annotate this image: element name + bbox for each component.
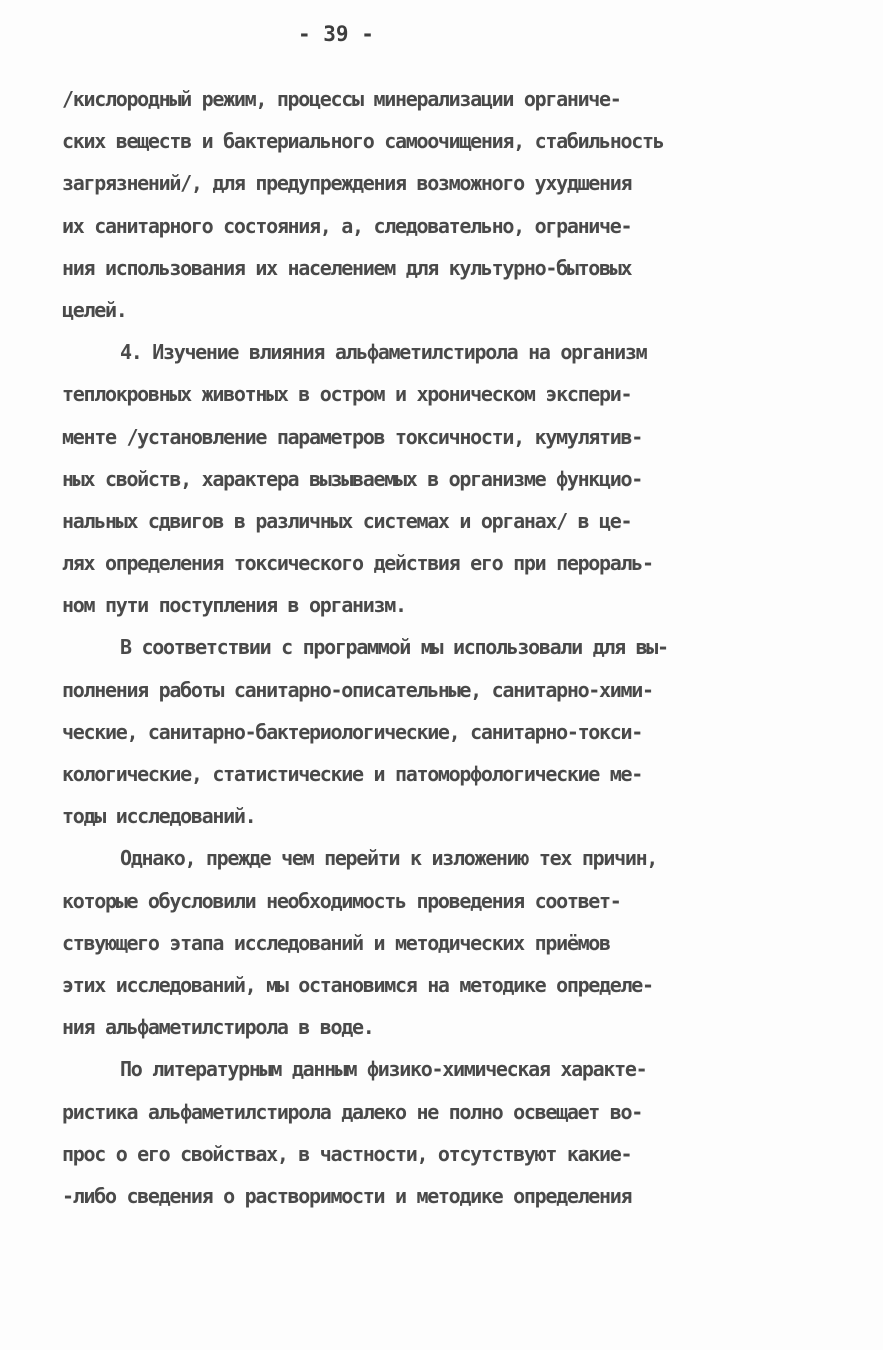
text-line: В соответствии с программой мы использовали для вы- <box>120 635 668 660</box>
text-line: По литературным данным физико-химическая характе- <box>120 1057 647 1082</box>
text-line: загрязнений/, для предупреждения возможного ухудшения <box>62 171 632 196</box>
text-line: /кислородный режим, процессы минерализации органиче- <box>62 87 621 111</box>
text-line: Однако, прежде чем перейти к изложению тех причин, <box>120 846 658 871</box>
text-line: кологические, статистические и патоморфологические ме- <box>62 762 643 786</box>
text-line: целей. <box>62 297 127 322</box>
text-line: их санитарного состояния, а, следовательно, ограниче- <box>62 213 632 238</box>
text-line: ствующего этапа исследований и методических приёмов <box>62 930 610 955</box>
text-line: -либо сведения о растворимости и методике определения <box>62 1183 632 1208</box>
body-text <box>62 78 862 1217</box>
text-line: этих исследований, мы остановимся на методике определе- <box>62 972 653 997</box>
text-line: которые обусловили необходимость проведения соответ- <box>62 888 621 913</box>
text-line: нальных сдвигов в различных системах и органах/ в це- <box>62 508 632 533</box>
text-line: тоды исследований. <box>62 804 256 829</box>
text-line: полнения работы санитарно-описательные, санитарно-хими- <box>62 677 653 702</box>
text-line: теплокровных животных в остром и хроническом экспери- <box>62 382 632 407</box>
text-line: ских веществ и бактериального самоочищения, стабильность <box>62 129 664 154</box>
text-line: ных свойств, характера вызываемых в организме функцио- <box>62 466 643 491</box>
text-line: ческие, санитарно-бактериологические, санитарно-токси- <box>62 719 643 744</box>
text-line: ния альфаметилстирола в воде. <box>62 1015 374 1040</box>
text-line: лях определения токсического действия его при перораль- <box>62 551 653 576</box>
text-line: ристика альфаметилстирола далеко не полно освещает во- <box>62 1099 643 1124</box>
text-line: ном пути поступления в организм. <box>62 593 406 618</box>
page-number: - 39 - <box>298 22 374 46</box>
text-line: 4. Изучение влияния альфаметилстирола на организм <box>120 340 647 365</box>
text-line: прос о его свойствах, в частности, отсутствуют какие- <box>62 1141 632 1166</box>
text-line: менте /установление параметров токсичности, кумулятив- <box>62 424 643 449</box>
text-line: ния использования их населением для культурно-бытовых <box>62 255 632 280</box>
